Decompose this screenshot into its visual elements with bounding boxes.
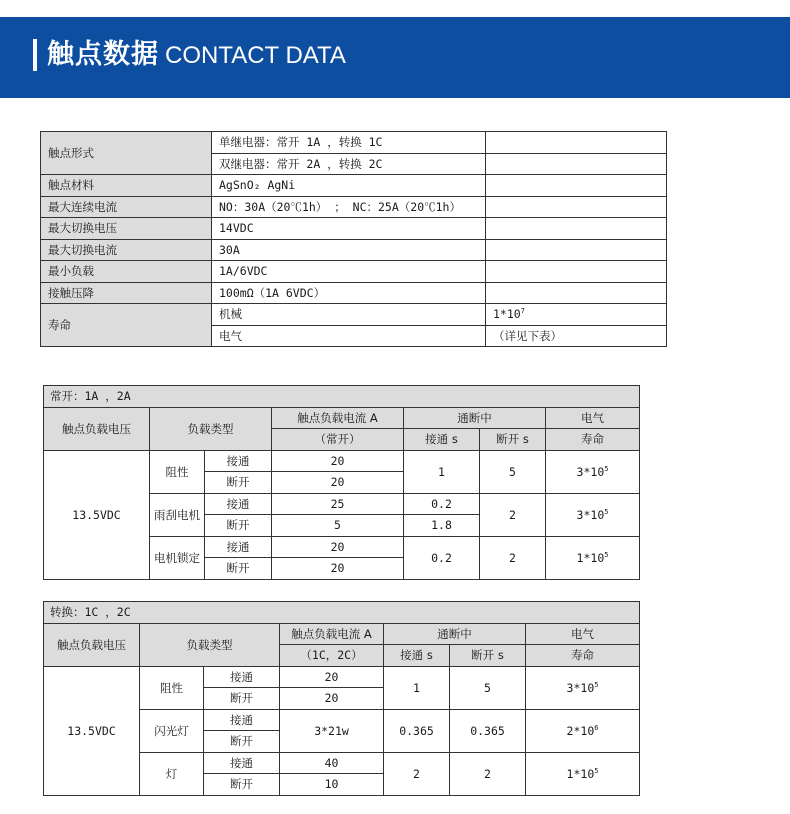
cell-current: 25 (272, 493, 404, 515)
spec-label-life: 寿命 (41, 304, 212, 347)
spec-label-max-switch-current: 最大切换电流 (41, 239, 212, 261)
cell-on-time: 0.2 (404, 493, 480, 515)
cell-action: 接通 (204, 666, 280, 688)
life-exp: 5 (604, 550, 609, 559)
cell-on-time: 1 (404, 450, 480, 493)
page-title (47, 36, 346, 74)
contact-spec-table (40, 131, 667, 347)
spec-value-mechanical-life (486, 304, 667, 326)
life-exp: 5 (594, 766, 599, 775)
header-on-off: 通断中 (404, 407, 546, 429)
cell-action: 接通 (205, 450, 272, 472)
header-load-type: 负载类型 (140, 623, 280, 666)
spec-label-max-switch-voltage: 最大切换电压 (41, 218, 212, 240)
table-caption: 转换：1C ，2C (44, 602, 640, 624)
cell-action: 断开 (204, 774, 280, 796)
cell-load-type: 闪光灯 (140, 709, 204, 752)
spec-value-max-switch-voltage: 14VDC (212, 218, 486, 240)
cell-current: 20 (272, 558, 404, 580)
cell-action: 接通 (205, 493, 272, 515)
header-on-seconds: 接通 s (384, 645, 450, 667)
page-title-cn: 触点数据 (47, 39, 159, 70)
cell-current: 10 (280, 774, 384, 796)
table-caption: 常开：1A ，2A (44, 386, 640, 408)
spec-label-mechanical: 机械 (212, 304, 486, 326)
cell-current: 20 (272, 536, 404, 558)
cell-load-type: 阻性 (150, 450, 205, 493)
spec-empty-cell (486, 218, 667, 240)
header-off-seconds: 断开 s (450, 645, 526, 667)
life-base: 3*10 (576, 507, 605, 522)
spec-value-double-relay: 双继电器：常开 2A ，转换 2C (212, 153, 486, 175)
spec-value-material: AgSnO₂ AgNi (212, 175, 486, 197)
cell-on-time: 2 (384, 752, 450, 795)
cell-voltage: 13.5VDC (44, 450, 150, 579)
spec-empty-cell (486, 153, 667, 175)
spec-label-electrical: 电气 (212, 325, 486, 347)
life-base: 2*10 (566, 723, 595, 738)
cell-load-type: 雨刮电机 (150, 493, 205, 536)
title-accent-bar (33, 39, 37, 71)
load-table-changeover (43, 601, 640, 796)
cell-voltage: 13.5VDC (44, 666, 140, 795)
spec-label-min-load: 最小负载 (41, 261, 212, 283)
page-title-en: CONTACT DATA (165, 42, 346, 69)
spec-label-contact-form: 触点形式 (41, 132, 212, 175)
cell-current: 20 (280, 666, 384, 688)
spec-empty-cell (486, 175, 667, 197)
cell-off-time: 5 (450, 666, 526, 709)
life-exp: 5 (604, 507, 609, 516)
cell-current: 3*21w (280, 709, 384, 752)
cell-life (526, 752, 640, 795)
cell-life (526, 666, 640, 709)
cell-life (546, 493, 640, 536)
cell-off-time: 5 (480, 450, 546, 493)
header-load-current-sub: （1C，2C） (280, 645, 384, 667)
header-load-voltage: 触点负载电压 (44, 623, 140, 666)
cell-action: 接通 (205, 536, 272, 558)
life-exp: 6 (594, 723, 599, 732)
cell-action: 接通 (204, 752, 280, 774)
cell-on-time: 0.365 (384, 709, 450, 752)
cell-off-time: 2 (480, 536, 546, 579)
cell-current: 20 (280, 688, 384, 710)
cell-life (526, 709, 640, 752)
header-off-seconds: 断开 s (480, 429, 546, 451)
mechanical-life-exp: 7 (520, 307, 525, 316)
cell-action: 断开 (205, 515, 272, 537)
header-load-voltage: 触点负载电压 (44, 407, 150, 450)
spec-value-max-continuous: NO：30A（20℃1h） ； NC：25A（20℃1h） (212, 196, 486, 218)
cell-load-type: 阻性 (140, 666, 204, 709)
life-base: 3*10 (566, 680, 595, 695)
life-base: 3*10 (576, 464, 605, 479)
cell-off-time: 2 (450, 752, 526, 795)
header-banner (0, 17, 790, 98)
cell-load-type: 电机锁定 (150, 536, 205, 579)
spec-value-single-relay: 单继电器：常开 1A ，转换 1C (212, 132, 486, 154)
life-base: 1*10 (576, 550, 605, 565)
cell-current: 20 (272, 450, 404, 472)
mechanical-life-base: 1*10 (493, 307, 521, 322)
cell-load-type: 灯 (140, 752, 204, 795)
cell-current: 20 (272, 472, 404, 494)
cell-current: 5 (272, 515, 404, 537)
header-on-off: 通断中 (384, 623, 526, 645)
header-electrical: 电气 (546, 407, 640, 429)
header-on-seconds: 接通 s (404, 429, 480, 451)
cell-off-time: 2 (480, 493, 546, 536)
spec-value-contact-drop: 100mΩ（1A 6VDC） (212, 282, 486, 304)
cell-life (546, 536, 640, 579)
life-base: 1*10 (566, 766, 595, 781)
cell-life (546, 450, 640, 493)
spec-value-min-load: 1A/6VDC (212, 261, 486, 283)
cell-on-time: 1 (384, 666, 450, 709)
spec-label-material: 触点材料 (41, 175, 212, 197)
header-life: 寿命 (526, 645, 640, 667)
cell-current: 40 (280, 752, 384, 774)
spec-value-max-switch-current: 30A (212, 239, 486, 261)
life-exp: 5 (594, 680, 599, 689)
header-load-type: 负载类型 (150, 407, 272, 450)
spec-label-contact-drop: 接触压降 (41, 282, 212, 304)
spec-empty-cell (486, 261, 667, 283)
cell-action: 断开 (205, 472, 272, 494)
header-load-current: 触点负载电流 A (272, 407, 404, 429)
header-load-current-sub: （常开） (272, 429, 404, 451)
cell-action: 断开 (205, 558, 272, 580)
spec-empty-cell (486, 132, 667, 154)
header-electrical: 电气 (526, 623, 640, 645)
cell-action: 断开 (204, 688, 280, 710)
header-load-current: 触点负载电流 A (280, 623, 384, 645)
cell-action: 断开 (204, 731, 280, 753)
load-table-normally-open (43, 385, 640, 580)
life-exp: 5 (604, 464, 609, 473)
spec-value-electrical-life: （详见下表） (486, 325, 667, 347)
spec-empty-cell (486, 196, 667, 218)
spec-empty-cell (486, 282, 667, 304)
header-life: 寿命 (546, 429, 640, 451)
spec-empty-cell (486, 239, 667, 261)
cell-off-time: 0.365 (450, 709, 526, 752)
cell-on-time: 1.8 (404, 515, 480, 537)
spec-label-max-continuous: 最大连续电流 (41, 196, 212, 218)
cell-on-time: 0.2 (404, 536, 480, 579)
cell-action: 接通 (204, 709, 280, 731)
